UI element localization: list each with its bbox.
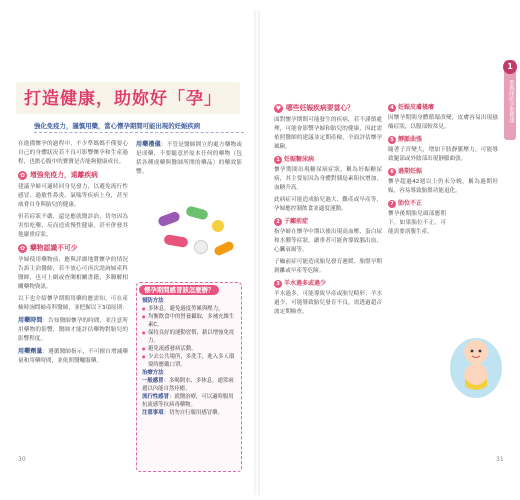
number-badge-icon: 1	[274, 156, 282, 164]
section-heading-medicine	[18, 244, 128, 253]
number-badge-icon: 2	[274, 218, 282, 226]
principle-item	[18, 347, 128, 366]
section-heading-immunity	[18, 171, 128, 180]
principle-item	[18, 316, 128, 344]
right-column-1	[274, 100, 382, 320]
disease-heading	[274, 217, 382, 226]
section-paragraph: 面對懷孕期間可能發生的疾病，若不謹慎處理，可能會影響孕婦和胎兒的健康，因此需依照醫師的建議並定期產檢，全面評估懷孕風險。	[274, 117, 382, 150]
principle-text: ：遵循醫師指示，不可擅自增減藥量和用藥時間，並依照醫囑服藥。	[18, 349, 128, 364]
page-number-right: 31	[496, 456, 504, 463]
treat-value: ：多喝開水、多休息，通常兩週以內能自然痊癒。	[142, 378, 234, 392]
disease-heading	[388, 135, 498, 144]
heart-icon: ♥	[275, 105, 282, 112]
treat-key: 流行性感冒	[142, 394, 169, 400]
leaf-icon: ✿	[19, 245, 26, 252]
section-title: 增強免疫力，遠離疾病	[30, 171, 98, 179]
disease-title: 靜脈曲張	[398, 136, 423, 143]
disease-title: 妊娠糖尿病	[284, 156, 315, 163]
disease-heading	[388, 199, 498, 208]
pill-capsule-green	[185, 205, 209, 220]
pills-illustration	[150, 200, 244, 270]
treat-item	[142, 377, 236, 393]
disease-title: 羊水過多或過少	[284, 280, 327, 287]
disease-heading	[274, 155, 382, 164]
principle-text: ：告知醫師懷孕的時間，並注意所用藥物的影響，醫師才能評估藥物對胎兒的影響程度。	[18, 318, 128, 342]
number-badge-icon: 3	[274, 280, 282, 288]
disease-text: 懷孕超過42週以上仍未分娩，稱為過期妊娠，容易導致胎盤功能退化。	[388, 179, 498, 194]
pill-capsule-pink	[163, 234, 188, 248]
page-number-left: 30	[18, 456, 26, 463]
baby-eye-right	[479, 350, 482, 353]
principle-title: 用藥時間	[18, 317, 43, 324]
baby-illustration	[448, 328, 504, 400]
page-subtitle: 強化免疫力，謹慎用藥，當心懷孕期間可能出現的妊娠疾病	[34, 121, 244, 133]
section-paragraph: 以下也介紹懷孕期間用藥的應需知，可在產檢時詢問婦產科醫師，並把握以下3項原則：	[18, 296, 128, 311]
number-badge-icon: 5	[388, 136, 396, 144]
note-item	[142, 409, 236, 417]
disease-heading	[388, 103, 498, 112]
list-item: ● 保持良好的運動習慣，藉以增強免疫力。	[142, 329, 236, 345]
section-title: 藥物認識不可少	[30, 244, 78, 252]
tip-paragraph	[136, 140, 242, 177]
disease-title: 妊娠皮膚搔癢	[398, 104, 435, 111]
disease-title: 胎位不正	[398, 200, 423, 207]
list-item: ● 少去公共場所，多洗手，進入多人環境時應戴口罩。	[142, 353, 236, 369]
treat-value: ：就醫治療，可以適時服用抗流感等抗病毒藥物。	[142, 394, 234, 408]
book-gutter	[254, 10, 260, 495]
cold-info-box	[136, 282, 242, 472]
disease-text: 因懷孕期間身體循環改變，皮膚容易出現搔癢症狀，以腹部較常見。	[388, 115, 498, 130]
disease-heading	[274, 279, 382, 288]
leaf-icon: ✿	[19, 172, 26, 179]
disease-text: 指孕婦在懷孕中期以後出現高血壓、蛋白尿和水腫等症狀，嚴重者可能會導致腦出血、心臟衰竭等。	[274, 229, 382, 253]
disease-text: 此病症可能造成胎兒過大、難產或早產等，孕婦應控制飲食並適度運動。	[274, 197, 382, 212]
list-item: ● 均衡飲食中的營養攝取，多補充維生素C。	[142, 313, 236, 329]
intro-paragraph: 在進備懷孕的過程中，不少準媽媽不僅要心自己的身體狀況若不良可影響懷孕和生產過程，也擔心腹中的寶寶是否能夠健康成長。	[18, 141, 128, 165]
box-label-treat: 治療方法	[142, 370, 164, 376]
left-column-2	[136, 140, 242, 180]
disease-heading	[388, 167, 498, 176]
pill-tablet-white	[194, 240, 208, 254]
treat-key: 一般感冒	[142, 378, 164, 384]
disease-text: 隨著子宮變大，增加下肢靜脈壓力，可能導致腿部或外陰部出現靜脈曲張。	[388, 147, 498, 162]
disease-text: 子癲前症可能造成胎兒發育遲緩、胎盤早期剝離或早產等危險。	[274, 259, 382, 274]
section-title: 哪些妊娠疾病要當心？	[286, 104, 354, 112]
disease-text: 羊水過多，可能導致早產或胎兒畸形；羊水過少，可能導致胎兒發育不良，需透過超音波定期檢查。	[274, 291, 382, 315]
chapter-label: 準媽咪的孕期健康	[508, 80, 514, 124]
disease-text: 懷孕期間出現糖尿病症狀，稱為妊娠糖尿病，其主要原因為身體對胰島素阻抗增加，血糖升高。	[274, 167, 382, 191]
list-item: ● 避免流感發病活動。	[142, 345, 236, 353]
box-label-prevent: 預防方法	[142, 298, 164, 304]
section-paragraph: 建議孕婦可適時回身兒發力，以避免流行性感冒、過敏性鼻炎、氣喘等疾病上身，甚至威脅自身與胎兒的健康。	[18, 184, 128, 208]
box-label-note: 注意事項	[142, 410, 164, 416]
principle-title: 用藥劑量	[18, 348, 43, 355]
baby-head	[464, 340, 488, 364]
pill-capsule-orange	[213, 240, 235, 257]
disease-title: 子癲前症	[284, 218, 309, 225]
left-column-1	[18, 140, 128, 369]
prevent-list	[142, 305, 236, 369]
list-item: ● 多休息，避免過度勞累與壓力。	[142, 305, 236, 313]
number-badge-icon: 7	[388, 200, 396, 208]
number-badge-icon: 4	[388, 104, 396, 112]
disease-text: 懷孕後期胎兒頭部應朝下，如果胎位不正，可能需要剖腹生產。	[388, 211, 446, 235]
section-heading-diseases	[274, 104, 382, 113]
treat-item	[142, 393, 236, 409]
tip-text: ：不管是醫師開立的處方藥物或是成藥，不要隨意於原本任何的藥物（包括各種成藥與醫師所開的藥品）的藥效影響。	[136, 142, 242, 175]
section-paragraph: 但若症狀不嚴，還是應就醫診治，切勿因為害怕吃藥，反而造成慢性健康，甚至併發其他嚴重症狀。	[18, 214, 128, 238]
tip-title: 用藥禮儀	[136, 141, 161, 148]
pill-tablet-yellow	[212, 220, 224, 232]
baby-eye-left	[471, 350, 474, 353]
pill-capsule-purple	[157, 211, 181, 228]
page-title: 打造健康，助妳好「孕」	[24, 89, 222, 109]
disease-title: 過期妊娠	[398, 168, 423, 175]
section-paragraph: 孕婦使用藥物前，應與詳細地將懷孕的情況告訴主治醫師，若不放心可再次諮詢婦產科醫師，也可上網或查閱相關書籍，多瞭解相關藥物資訊。	[18, 257, 128, 290]
chapter-number: 1	[503, 60, 517, 74]
number-badge-icon: 6	[388, 168, 396, 176]
right-column-2	[388, 100, 498, 240]
note-text: ：切勿自行服用感冒藥。	[163, 410, 223, 416]
box-title: 懷孕期間感冒該怎麼辦？	[139, 285, 219, 295]
